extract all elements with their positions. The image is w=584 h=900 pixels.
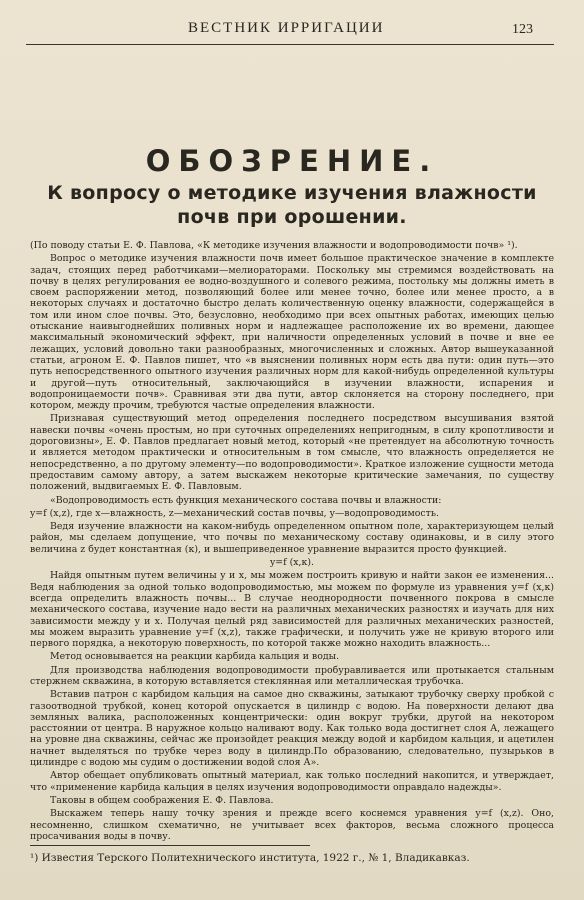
running-header (0, 20, 584, 44)
paragraph: Выскажем теперь нашу точку зрения и прежде всего коснемся уравнения y=f (x,z). Оно, несомненно, слишком схематично, не учитывает всех факторов, весьма сложного процесса просачивания воды в почву. (30, 808, 554, 842)
page-number: 123 (512, 22, 533, 37)
paragraph: Вопрос о методике изучения влажности почв имеет большое практическое значение в комплекте задач, стоящих перед работчиками—мелиораторами. Поскольку мы стремимся воздействовать на почву в целях регулирования ее водно-воздушного и солевого режима, постольку мы должны иметь в своем распоряжении метод, позволяющий более или менее точно, более или менее просто, а в некоторых случаях и достаточно быстро делать количественную оценку влажности, содержащейся в том или ином слое почвы. Это, безусловно, необходимо при всех опытных работах, имеющих целью отыскание наивыгоднейших поливных норм и надлежащее расположение их во времени, дающее максимальный экономический эффект, при наличности определенных условий в почве и вне ее лежащих, условий довольно таки разнообразных, многочисленных и сложных. Автор вышеуказанной статьи, агроном Е. Ф. Павлов пишет, что «в выяснении поливных норм есть два пути: один путь—это путь непосредственного опытного изучения различных норм для какой-нибудь определенной культуры и другой—путь относительный, заключающийся в изучении влажности, испарения и водопроницаемости почв». Сравнивая эти два пути, автор склоняется на сторону последнего, при котором, между прочим, требуются частые определения влажности. (30, 253, 554, 412)
paragraph: Автор обещает опубликовать опытный материал, как только последний накопится, и утверждает, что «применение карбида кальция в целях изучения водопроводимости оправдало надежды». (30, 770, 554, 793)
article-title: К вопросу о методике изучения влажности почв при орошении. (47, 182, 537, 228)
journal-title: ВЕСТНИК ИРРИГАЦИИ (188, 20, 385, 36)
paragraph: «Водопроводимость есть функция механического состава почвы и влажности: (50, 494, 442, 506)
paragraph: Найдя опытным путем величины y и x, мы можем построить кривую и найти закон ее изменения... Ведя наблюдения за одной только водопроводимостью, мы можем по формуле из уравнения y=f (x,к) всегда определить влажность почвы... В случае неоднородности почвенного покрова в смысле механического состава, изучение надо вести на различных механических разностях и изучать для них зависимости между y и x. Получая целый ряд зависимостей для различных механических разностей, мы можем выразить уравнение y=f (x,z), также графически, и получить уже не кривую второго или первого порядка, а некоторую поверхность, по которой также можно находить влажность... (30, 570, 554, 650)
section-title: ОБОЗРЕНИЕ. (145, 144, 439, 178)
footnote: ¹) Известия Терского Политехнического института, 1922 г., № 1, Владикавказ. (30, 852, 470, 864)
paragraph: (По поводу статьи Е. Ф. Павлова, «К методике изучения влажности и водопроводимости почв» ¹). (30, 240, 518, 251)
paragraph: Для производства наблюдения водопроводимости пробуравливается или протыкается стальным стержнем скважина, в которую вставляется стеклянная или металлическая трубочка. (30, 664, 554, 687)
article-body (30, 240, 554, 842)
formula-line: y=f (x,z), где x—влажность, z—механический состав почвы, y—водопроводимость. (30, 507, 439, 519)
paragraph: Ведя изучение влажности на каком-нибудь определенном опытном поле, характеризующем целый район, мы сделаем допущение, что почвы по механическому составу одинаковы, и в силу этого величина z будет константная (к), и вышеприведенное уравнение выразится просто функцией. (30, 521, 554, 555)
paragraph: Таковы в общем соображения Е. Ф. Павлова. (50, 794, 274, 806)
footnote-rule (30, 845, 310, 846)
paragraph: Вставив патрон с карбидом кальция на самое дно скважины, затыкают трубочку сверху пробкой с газоотводной трубкой, конец которой опускается в цилиндр с водою. На поверхности делают два земляных валика, расположенных концентрически: один вокруг трубки, другой на некотором расстоянии от центра. В наружное кольцо наливают воду. Как только вода достигнет слоя А, лежащего на уровне дна скважины, сейчас же произойдет реакция между водой и карбидом кальция, и ацетилен начнет выделяться по трубке через воду в цилиндр.По образованию, следовательно, пузырьков в цилиндре с водою мы судим о достижении водой слоя А». (30, 689, 554, 769)
formula-line: y=f (x,к). (269, 557, 315, 569)
paragraph: Признавая существующий метод определения последнего посредством высушивания взятой навески почвы «очень простым, но при суточных определениях непригодным, в силу кропотливости и дороговизны», Е. Ф. Павлов предлагает новый метод, который «не претендует на абсолютную точность и является методом практически и относительным в том смысле, что влажность определяется не непосредственно, а по другому элементу—по водопроводимости». Краткое изложение сущности метода предоставим самому автору, а затем выскажем некоторые критические замечания, по существу положений, выдвигаемых Е. Ф. Павловым. (30, 413, 554, 493)
header-rule (26, 44, 554, 45)
paragraph: Метод основывается на реакции карбида кальция и воды. (50, 651, 340, 663)
